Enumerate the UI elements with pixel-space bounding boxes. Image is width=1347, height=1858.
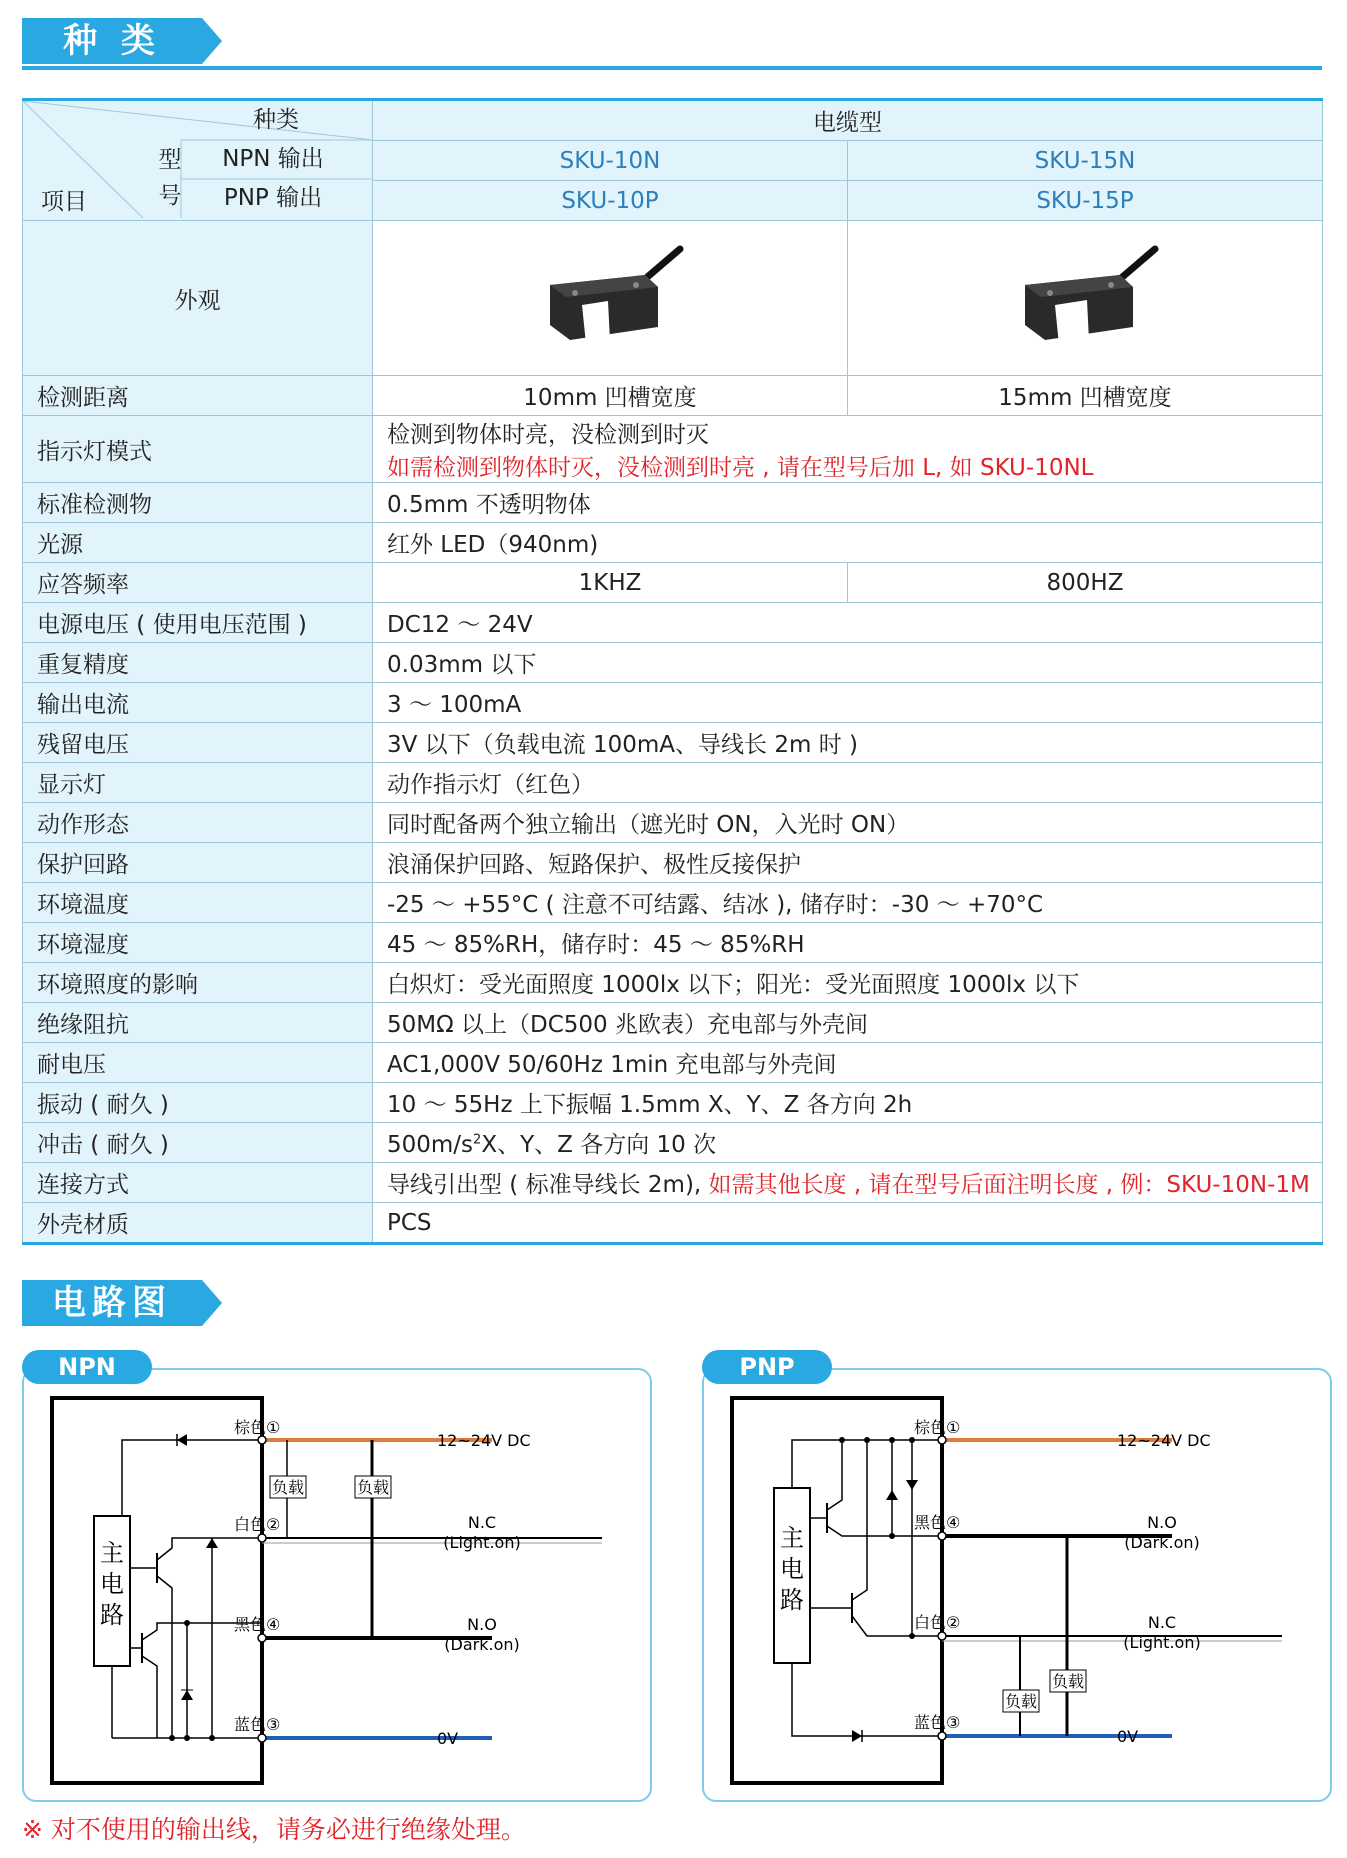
connection-note: 如需其他长度 , 请在型号后面注明长度 , 例：SKU-10N-1M (708, 1172, 1310, 1198)
cell-value: 3 ～ 100mA (373, 683, 1323, 723)
main-circuit-char: 路 (780, 1586, 804, 1614)
sensor-image-icon (1005, 235, 1165, 355)
pnp-output-label: PNP 输出 (223, 185, 323, 211)
row-label: 指示灯模式 (23, 416, 373, 483)
appearance-image-1 (373, 221, 848, 376)
sensor-image-icon (530, 235, 690, 355)
supply-label: 12~24V DC (437, 1431, 531, 1450)
cell-value: -25 ～ +55°C ( 注意不可结露、结冰 ), 储存时：-30 ～ +70°C (373, 883, 1323, 923)
cell-value: AC1,000V 50/60Hz 1min 充电部与外壳间 (373, 1043, 1323, 1083)
connection-text: 导线引出型 ( 标准导线长 2m), (387, 1172, 709, 1198)
cell-value: 浪涌保护回路、短路保护、极性反接保护 (373, 843, 1323, 883)
load-label: 负载 (357, 1478, 390, 1497)
shock-value: 500m/s (387, 1132, 474, 1158)
wire-label-black: 黑色④ (914, 1513, 961, 1532)
model-npn-1: SKU-10N (373, 141, 848, 181)
main-circuit-char: 主 (780, 1524, 804, 1552)
row-label: 振动 ( 耐久 ) (23, 1083, 373, 1123)
footnote: ※ 对不使用的输出线，请务必进行绝缘处理。 (22, 1815, 526, 1844)
cell-value: PCS (373, 1203, 1323, 1244)
load-label: 负载 (1052, 1672, 1085, 1691)
wire-label-blue: 蓝色③ (914, 1713, 961, 1732)
row-label: 应答频率 (23, 563, 373, 603)
model-pnp-1: SKU-10P (373, 181, 848, 221)
cell-value: 15mm 凹槽宽度 (848, 376, 1323, 416)
cell-value (373, 1123, 1323, 1163)
corner-header-cell (23, 100, 373, 221)
row-label: 环境照度的影响 (23, 963, 373, 1003)
main-circuit-char: 电 (780, 1555, 804, 1583)
wire-label-brown: 棕色① (914, 1418, 961, 1437)
cell-value (373, 416, 1323, 483)
output-label: N.C (1147, 1613, 1177, 1632)
main-circuit-char: 主 (100, 1539, 124, 1567)
cell-value: 10mm 凹槽宽度 (373, 376, 848, 416)
zero-volt-label: 0V (1117, 1727, 1139, 1746)
main-circuit-char: 路 (100, 1601, 124, 1629)
cell-value (373, 1163, 1323, 1203)
row-label: 外壳材质 (23, 1203, 373, 1244)
wire-label-white: 白色② (914, 1613, 961, 1632)
cell-value: 800HZ (848, 563, 1323, 603)
cell-value: 同时配备两个独立输出（遮光时 ON，入光时 ON） (373, 803, 1323, 843)
output-label: (Light.on) (443, 1533, 521, 1552)
section-title-text: 种 类 (63, 21, 161, 61)
row-label: 检测距离 (23, 376, 373, 416)
section-title-text: 电路图 (52, 1283, 172, 1323)
row-label: 绝缘阻抗 (23, 1003, 373, 1043)
cell-value: 50MΩ 以上（DC500 兆欧表）充电部与外壳间 (373, 1003, 1323, 1043)
pnp-tab: PNP (702, 1350, 832, 1384)
row-label: 重复精度 (23, 643, 373, 683)
main-circuit-char: 电 (100, 1570, 124, 1598)
output-label: N.C (467, 1513, 497, 1532)
output-label: (Dark.on) (1124, 1533, 1200, 1552)
cell-value: 45 ～ 85%RH，储存时：45 ～ 85%RH (373, 923, 1323, 963)
supply-label: 12~24V DC (1117, 1431, 1211, 1450)
output-label: (Light.on) (1123, 1633, 1201, 1652)
indicator-mode-note: 如需检测到物体时灭，没检测到时亮 , 请在型号后加 L, 如 SKU-10NL (387, 455, 1094, 481)
row-label: 连接方式 (23, 1163, 373, 1203)
row-label: 动作形态 (23, 803, 373, 843)
wire-label-white: 白色② (234, 1515, 281, 1534)
cell-value: DC12 ～ 24V (373, 603, 1323, 643)
cell-value: 1KHZ (373, 563, 848, 603)
row-label: 残留电压 (23, 723, 373, 763)
row-label: 环境湿度 (23, 923, 373, 963)
cable-type-header: 电缆型 (373, 100, 1323, 141)
pnp-circuit-diagram (702, 1368, 1332, 1798)
wire-label-brown: 棕色① (234, 1418, 281, 1437)
corner-model-label: 型号 (158, 147, 182, 209)
cell-value: 0.5mm 不透明物体 (373, 483, 1323, 523)
cell-value: 10 ～ 55Hz 上下振幅 1.5mm X、Y、Z 各方向 2h (373, 1083, 1323, 1123)
row-label: 光源 (23, 523, 373, 563)
section-underline (22, 66, 1322, 70)
row-label: 标准检测物 (23, 483, 373, 523)
cell-value: 动作指示灯（红色） (373, 763, 1323, 803)
row-label: 耐电压 (23, 1043, 373, 1083)
corner-type-label: 种类 (253, 107, 299, 133)
wire-label-black: 黑色④ (234, 1615, 281, 1634)
row-label: 输出电流 (23, 683, 373, 723)
npn-tab: NPN (22, 1350, 152, 1384)
row-label: 环境温度 (23, 883, 373, 923)
model-pnp-2: SKU-15P (848, 181, 1323, 221)
appearance-image-2 (848, 221, 1323, 376)
cell-value: 红外 LED（940nm) (373, 523, 1323, 563)
npn-circuit-diagram (22, 1368, 652, 1798)
cell-value: 3V 以下（负载电流 100mA、导线长 2m 时 ) (373, 723, 1323, 763)
zero-volt-label: 0V (437, 1729, 459, 1748)
row-label: 冲击 ( 耐久 ) (23, 1123, 373, 1163)
wire-label-blue: 蓝色③ (234, 1715, 281, 1734)
corner-item-label: 项目 (41, 189, 87, 215)
row-label: 电源电压 ( 使用电压范围 ) (23, 603, 373, 643)
spec-table (22, 98, 1323, 1245)
indicator-mode-text: 检测到物体时亮，没检测到时灭 (387, 422, 709, 448)
shock-superscript: 2 (473, 1132, 482, 1148)
cell-value: 白炽灯：受光面照度 1000lx 以下；阳光：受光面照度 1000lx 以下 (373, 963, 1323, 1003)
appearance-label: 外观 (23, 221, 373, 376)
model-npn-2: SKU-15N (848, 141, 1323, 181)
row-label: 显示灯 (23, 763, 373, 803)
load-label: 负载 (272, 1478, 305, 1497)
shock-value-rest: X、Y、Z 各方向 10 次 (481, 1132, 717, 1158)
npn-output-label: NPN 输出 (222, 146, 324, 172)
cell-value: 0.03mm 以下 (373, 643, 1323, 683)
load-label: 负载 (1005, 1692, 1038, 1711)
output-label: N.O (1147, 1513, 1177, 1532)
output-label: (Dark.on) (444, 1635, 520, 1654)
output-label: N.O (467, 1615, 497, 1634)
row-label: 保护回路 (23, 843, 373, 883)
